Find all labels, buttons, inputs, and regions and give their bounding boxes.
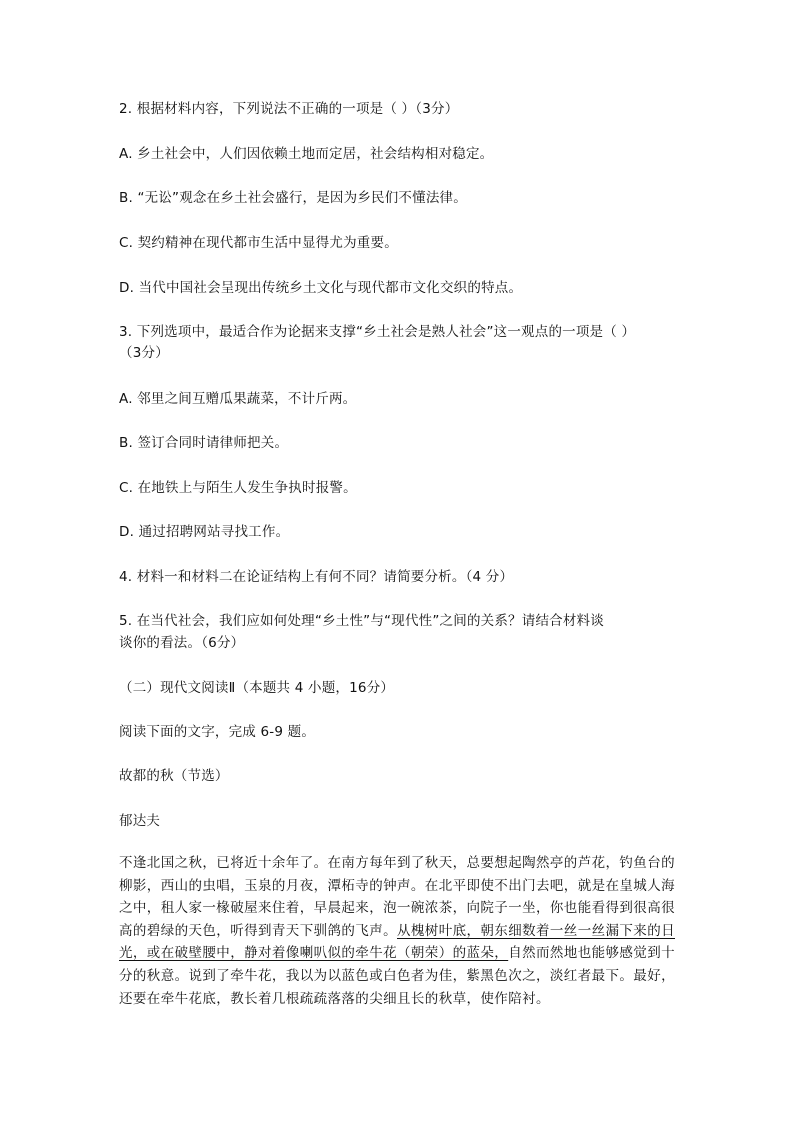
question-3-stem-line2: （3分） <box>119 345 169 361</box>
section-instruction: 阅读下面的文字，完成 6-9 题。 <box>119 724 316 740</box>
question-3-stem-line1: 3. 下列选项中，最适合作为论据来支撑“乡土社会是熟人社会”这一观点的一项是（ ） <box>119 324 636 340</box>
question-3-option-b: B. 签订合同时请律师把关。 <box>119 435 289 451</box>
section-heading: （二）现代文阅读Ⅱ（本题共 4 小题，16分） <box>119 680 395 696</box>
passage-underlined-text: 从槐树叶底，朝东细数着一丝一丝漏下来的日光，或在破壁腰中，静对着像喇叭似的牵牛花（朝荣）的蓝朵， <box>119 922 675 962</box>
question-5-stem-line1: 5. 在当代社会，我们应如何处理“乡土性”与“现代性”之间的关系？请结合材料谈 <box>119 613 604 629</box>
passage-title: 故都的秋（节选） <box>119 768 229 784</box>
question-2-option-c: C. 契约精神在现代都市生活中显得尤为重要。 <box>119 235 398 251</box>
passage-body <box>119 852 679 1010</box>
question-3-option-a: A. 邻里之间互赠瓜果蔬菜，不计斤两。 <box>119 391 357 407</box>
passage-text-part2: 自然而然地也能够感觉到十分的秋意。说到了牵牛花，我以为以蓝色或白色者为佳，紫黑色次之，淡红者最下。最好，还要在牵牛花底，教长着几根疏疏落落的尖细且长的秋草，使作陪衬。 <box>119 945 676 1007</box>
passage-author: 郁达夫 <box>119 813 161 829</box>
question-2-option-a: A. 乡土社会中，人们因依赖土地而定居，社会结构相对稳定。 <box>119 146 494 162</box>
question-2-option-b: B. “无讼”观念在乡土社会盛行，是因为乡民们不懂法律。 <box>119 190 467 206</box>
question-3-option-c: C. 在地铁上与陌生人发生争执时报警。 <box>119 480 357 496</box>
passage-text-part1: 不逢北国之秋，已将近十余年了。在南方每年到了秋天，总要想起陶然亭的芦花，钓鱼台的柳影，西山的虫唱，玉泉的月夜，潭柘寺的钟声。在北平即使不出门去吧，就是在皇城人海之中，租人家一椽破屋来住着，早晨起来，泡一碗浓茶，向院子一坐，你也能看得到很高很高的碧绿的天色，听得到青天下驯鸽的飞声。 <box>119 855 675 939</box>
question-4-stem: 4. 材料一和材料二在论证结构上有何不同？请简要分析。（4 分） <box>119 569 514 585</box>
question-3-option-d: D. 通过招聘网站寻找工作。 <box>119 524 290 540</box>
question-2-stem: 2. 根据材料内容，下列说法不正确的一项是（ ）（3分） <box>119 101 459 117</box>
question-2-option-d: D. 当代中国社会呈现出传统乡土文化与现代都市文化交织的特点。 <box>119 280 523 296</box>
question-5-stem-line2: 谈你的看法。（6分） <box>119 635 245 651</box>
